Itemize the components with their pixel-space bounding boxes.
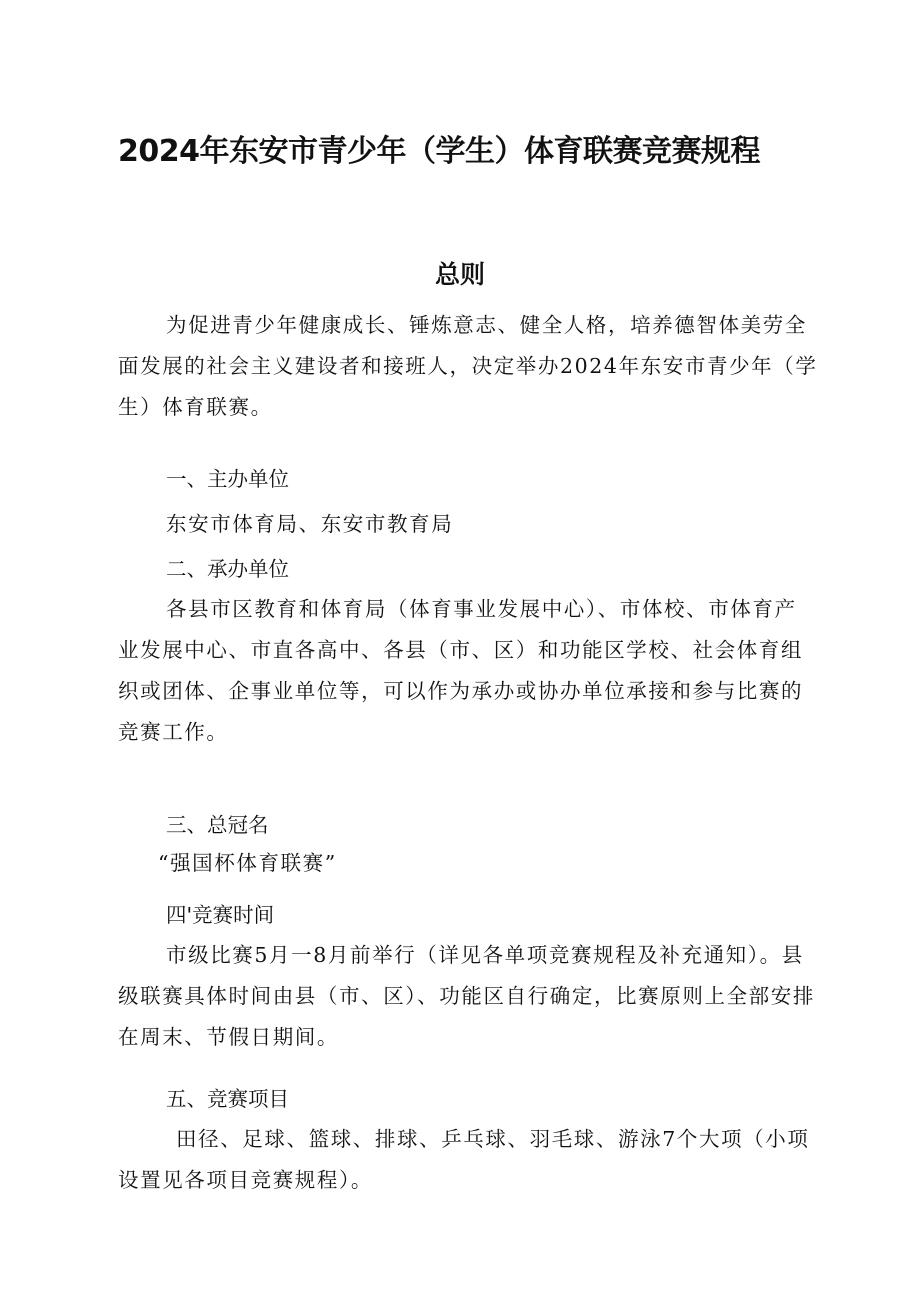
section-title: 总则 xyxy=(434,260,485,289)
events-body: 田径、足球、篮球、排球、乒乓球、羽毛球、游泳7个大项（小项设置见各项目竞赛规程）。 xyxy=(118,1127,810,1192)
heading-organizer: 一、主办单位 xyxy=(166,467,289,491)
document-title: 2024年东安市青少年（学生）体育联赛竞赛规程 xyxy=(118,134,760,169)
organizer-body: 东安市体育局、东安市教育局 xyxy=(166,512,454,536)
heading-events: 五、竞赛项目 xyxy=(166,1087,289,1111)
schedule-body: 市级比赛5月一8月前举行（详见各单项竞赛规程及补充通知）。县级联赛具体时间由县（市、区）、功能区自行确定，比赛原则上全部安排在周末、节假日期间。 xyxy=(118,943,815,1049)
heading-schedule: 四'竞赛时间 xyxy=(166,903,275,927)
title-sponsor-body: “强国杯体育联赛” xyxy=(158,851,337,875)
heading-title-sponsor: 三、总冠名 xyxy=(166,813,269,837)
heading-host: 二、承办单位 xyxy=(166,557,289,581)
host-body: 各县市区教育和体育局（体育事业发展中心）、市体校、市体育产业发展中心、市直各高中、各县（市、区）和功能区学校、社会体育组织或团体、企事业单位等，可以作为承办或协办单位承接和参与比赛的竞赛工作。 xyxy=(118,597,804,744)
intro-paragraph: 为促进青少年健康成长、锤炼意志、健全人格，培养德智体美劳全面发展的社会主义建设者和接班人，决定举办2024年东安市青少年（学生）体育联赛。 xyxy=(118,313,818,419)
